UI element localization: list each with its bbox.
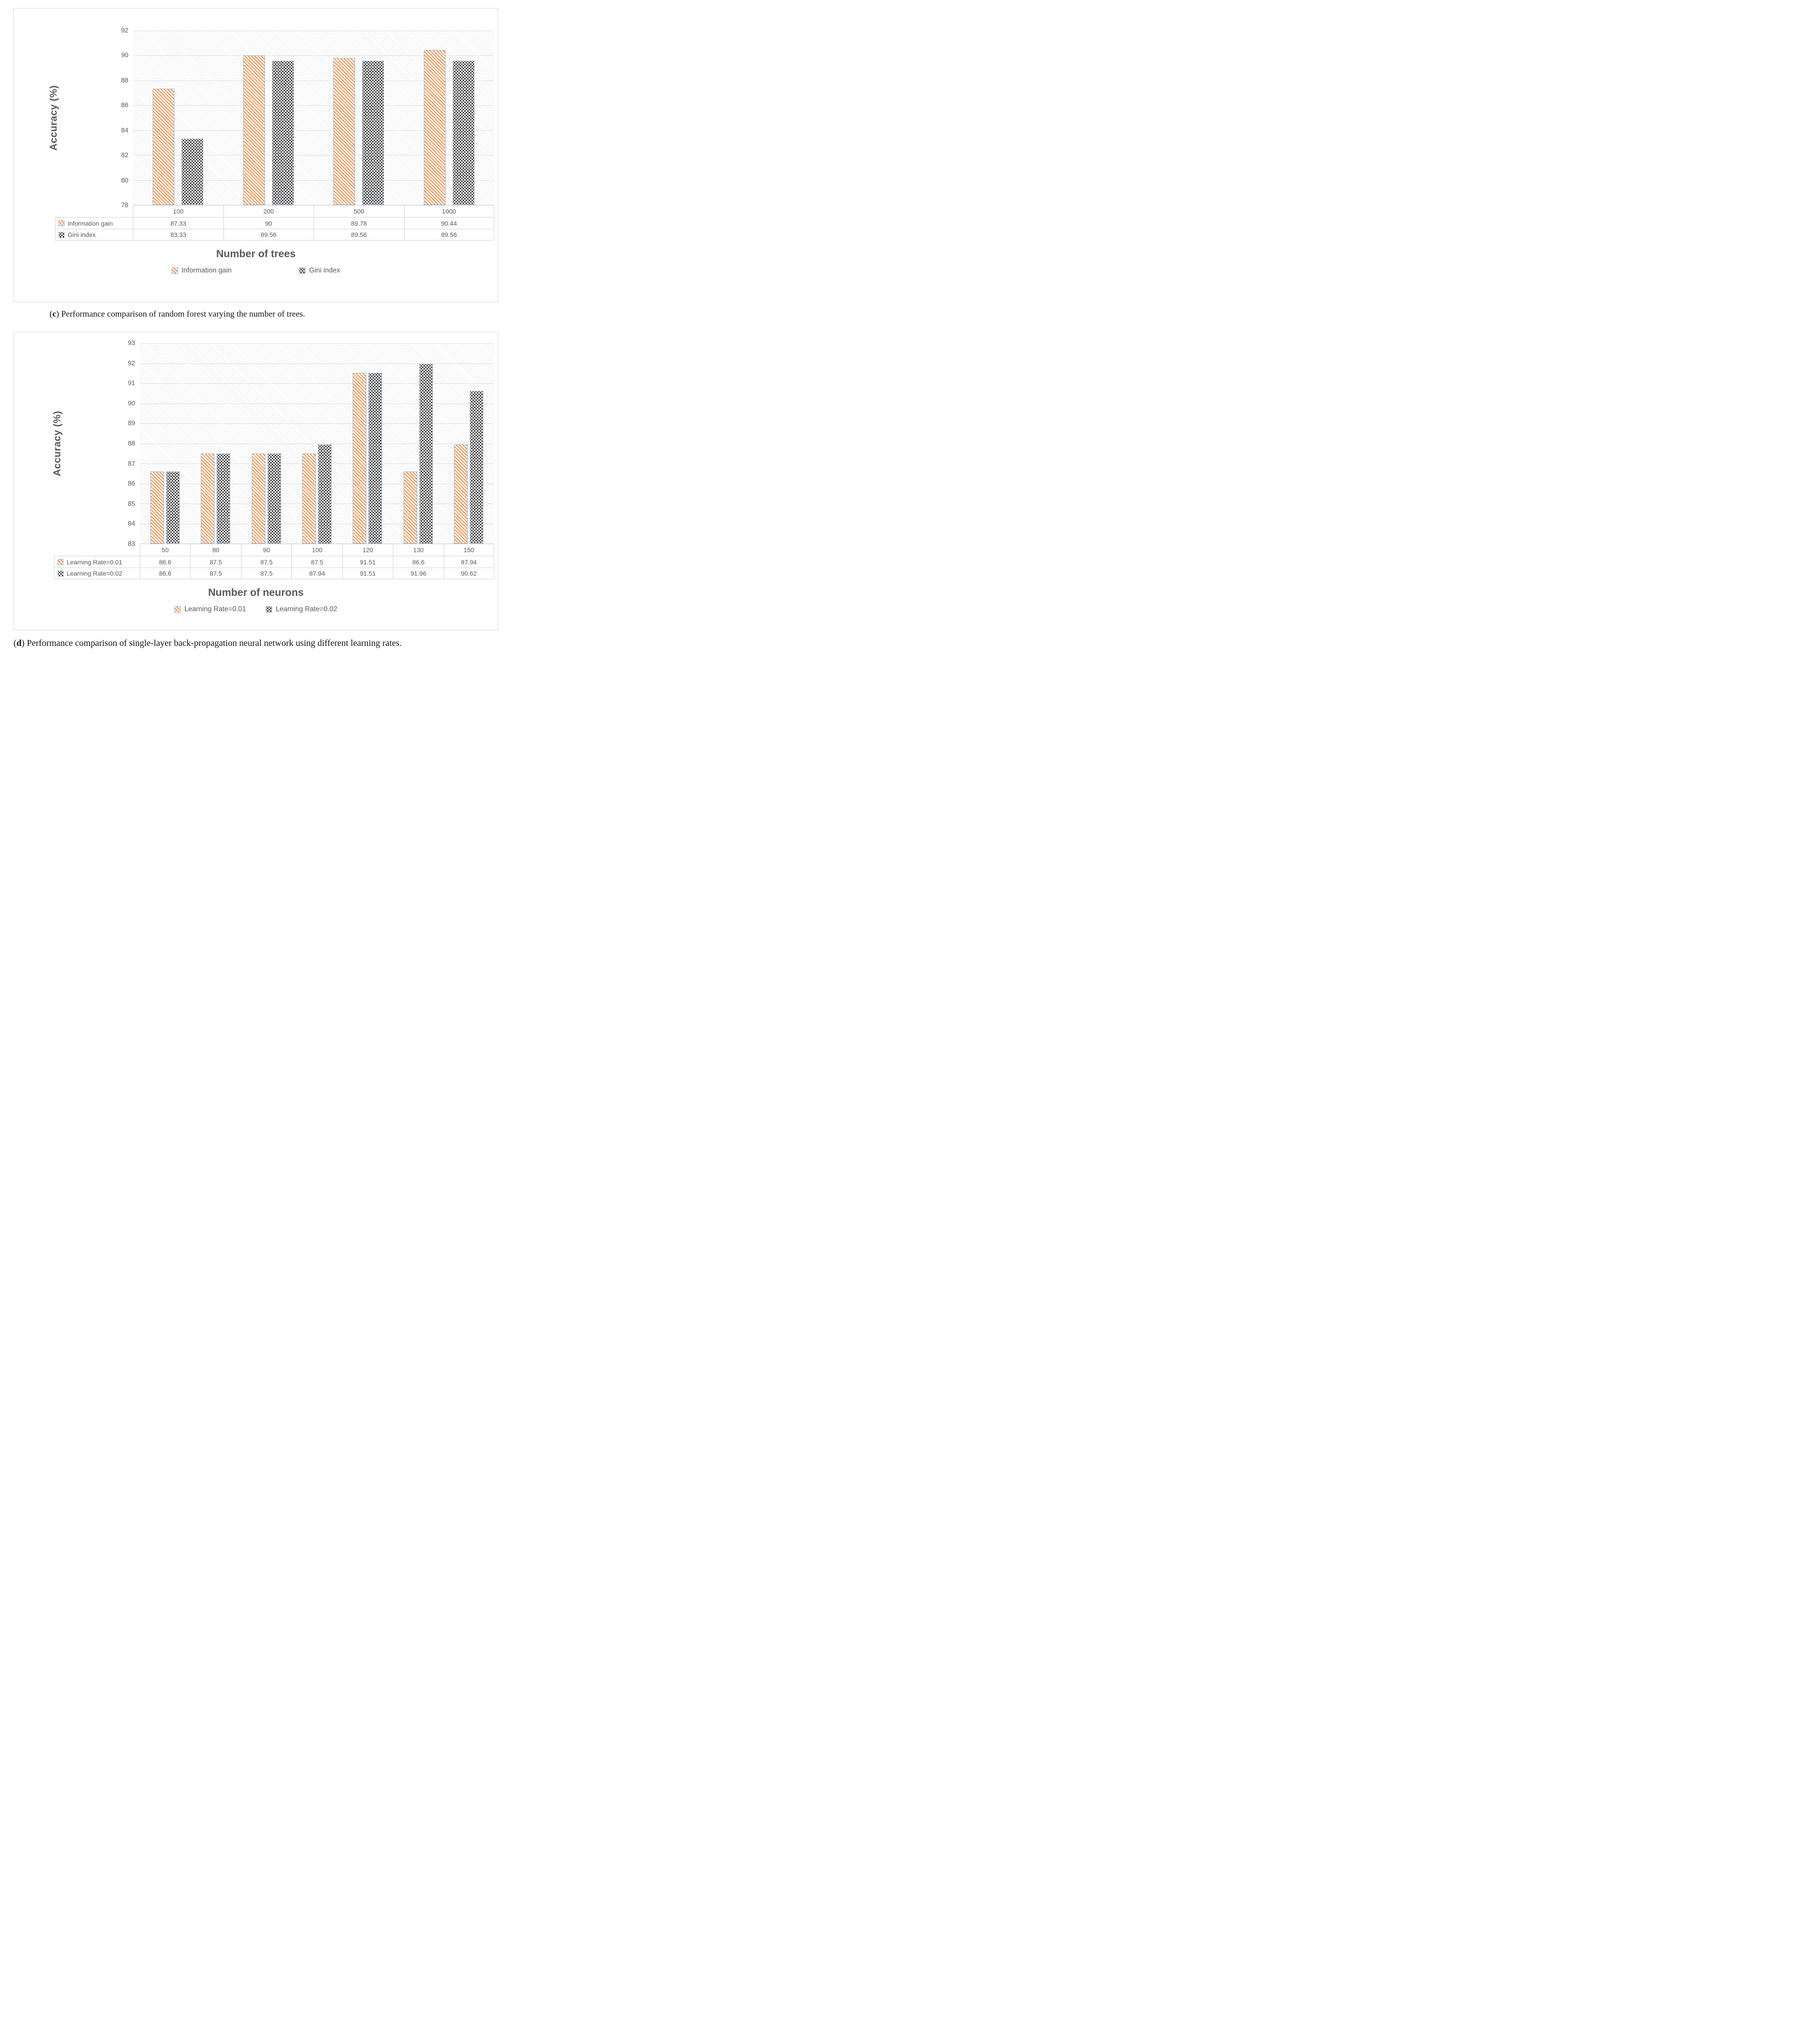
category-label: 1000 bbox=[404, 205, 495, 217]
y-tick-label: 84 bbox=[127, 520, 135, 528]
bar-group-1000 bbox=[404, 31, 495, 205]
y-tick-label: 80 bbox=[121, 177, 128, 184]
table-row bbox=[54, 556, 494, 568]
y-tick-label: 92 bbox=[127, 359, 135, 367]
series-name-label: Information gain bbox=[68, 219, 113, 227]
y-tick-label: 88 bbox=[127, 440, 135, 447]
y-tick-label: 90 bbox=[127, 400, 135, 407]
value-cell: 91.51 bbox=[342, 556, 393, 568]
x-axis-title: Number of trees bbox=[216, 248, 296, 259]
value-cell: 86.6 bbox=[140, 568, 190, 579]
value-cell: 90 bbox=[223, 217, 314, 229]
bar-information-gain-1000 bbox=[424, 50, 446, 205]
bar-group-500 bbox=[314, 31, 404, 205]
series-key-swatch bbox=[58, 559, 64, 565]
y-tick-label: 93 bbox=[127, 340, 135, 347]
legend-label: Learning Rate=0.01 bbox=[184, 605, 246, 613]
value-cell: 89.56 bbox=[314, 229, 404, 241]
category-label: 50 bbox=[140, 544, 190, 556]
bar-group-200 bbox=[223, 31, 314, 205]
chart-neural-network bbox=[14, 332, 498, 630]
series-key-cell bbox=[54, 568, 140, 579]
caption-c-label: c bbox=[52, 309, 56, 319]
legend-label: Learning Rate=0.02 bbox=[276, 605, 337, 613]
value-cell: 83.33 bbox=[133, 229, 223, 241]
value-cell: 89.56 bbox=[223, 229, 314, 241]
y-tick-label: 89 bbox=[127, 420, 135, 427]
series-values bbox=[140, 556, 494, 568]
caption-d: (d) Performance comparison of single-layer back-propagation neural network using different learning rates. bbox=[14, 638, 402, 648]
category-axis bbox=[133, 205, 494, 217]
y-tick-label: 85 bbox=[127, 500, 135, 508]
category-label: 500 bbox=[314, 205, 404, 217]
legend-item bbox=[174, 605, 246, 613]
series-key-swatch bbox=[59, 232, 64, 238]
bar-learning-rate-0-01-130 bbox=[404, 472, 417, 544]
series-values bbox=[140, 568, 494, 579]
bar-group-130 bbox=[393, 343, 443, 544]
x-axis-title: Number of neurons bbox=[208, 586, 304, 598]
y-tick-label: 91 bbox=[127, 380, 135, 387]
bar-information-gain-200 bbox=[243, 55, 265, 205]
bar-learning-rate-0-02-50 bbox=[166, 472, 180, 544]
series-key-cell bbox=[55, 217, 133, 229]
value-cell: 87.5 bbox=[291, 556, 342, 568]
y-tick-label: 87 bbox=[127, 460, 135, 468]
legend-item bbox=[172, 267, 232, 275]
value-cell: 86.6 bbox=[140, 556, 190, 568]
value-cell: 87.5 bbox=[190, 568, 241, 579]
y-axis-title: Accuracy (%) bbox=[51, 411, 63, 477]
bar-group-50 bbox=[140, 343, 190, 544]
value-cell: 87.33 bbox=[133, 217, 223, 229]
value-cell: 87.5 bbox=[241, 568, 291, 579]
y-tick-label: 86 bbox=[127, 480, 135, 488]
series-key-cell bbox=[54, 556, 140, 568]
series-name-label: Learning Rate=0.01 bbox=[67, 558, 123, 566]
plot-area bbox=[140, 343, 494, 544]
caption-c: (c) Performance comparison of random forest varying the number of trees. bbox=[50, 309, 305, 319]
series-values bbox=[133, 217, 494, 229]
bar-learning-rate-0-01-150 bbox=[454, 445, 468, 544]
category-label: 130 bbox=[393, 544, 443, 556]
value-cell: 87.5 bbox=[241, 556, 291, 568]
data-table bbox=[18, 556, 494, 579]
bar-group-90 bbox=[241, 343, 291, 544]
legend-label: Information gain bbox=[181, 267, 232, 274]
category-label: 80 bbox=[190, 544, 241, 556]
value-cell: 86.6 bbox=[393, 556, 443, 568]
y-tick-label: 88 bbox=[121, 77, 128, 84]
bar-gini-index-200 bbox=[272, 61, 294, 205]
table-row bbox=[54, 568, 494, 579]
value-cell: 87.94 bbox=[291, 568, 342, 579]
category-axis bbox=[140, 544, 494, 556]
bar-group-150 bbox=[444, 343, 494, 544]
bar-group-80 bbox=[190, 343, 241, 544]
bar-information-gain-500 bbox=[333, 58, 355, 205]
caption-d-text: Performance comparison of single-layer back-propagation neural network using different learning rates. bbox=[27, 638, 402, 648]
y-axis-title-column bbox=[18, 343, 96, 544]
bar-group-100 bbox=[133, 31, 223, 205]
legend-item bbox=[266, 605, 337, 613]
category-label: 120 bbox=[342, 544, 393, 556]
bar-learning-rate-0-02-100 bbox=[318, 445, 332, 544]
value-cell: 89.56 bbox=[404, 229, 495, 241]
category-label: 90 bbox=[241, 544, 291, 556]
series-key-cell bbox=[55, 229, 133, 241]
bar-gini-index-500 bbox=[362, 61, 384, 205]
bar-learning-rate-0-02-130 bbox=[419, 364, 433, 544]
bar-learning-rate-0-02-120 bbox=[369, 373, 382, 544]
legend-swatch bbox=[172, 268, 178, 274]
category-label: 150 bbox=[444, 544, 494, 556]
value-cell: 90.44 bbox=[404, 217, 495, 229]
chart-plot-row bbox=[18, 340, 494, 548]
bar-learning-rate-0-02-150 bbox=[470, 391, 483, 544]
bar-learning-rate-0-01-80 bbox=[201, 454, 214, 544]
caption-d-label: d bbox=[16, 638, 22, 648]
y-tick-label: 86 bbox=[121, 102, 128, 109]
value-cell: 87.94 bbox=[444, 556, 494, 568]
legend-swatch bbox=[174, 606, 181, 613]
bar-information-gain-100 bbox=[153, 89, 174, 205]
series-values bbox=[133, 229, 494, 241]
legend-swatch bbox=[266, 606, 272, 613]
y-tick-label: 78 bbox=[121, 202, 128, 209]
y-axis-ticks bbox=[90, 27, 133, 209]
series-key-swatch bbox=[59, 220, 64, 226]
y-tick-label: 90 bbox=[121, 52, 128, 59]
table-row bbox=[55, 217, 494, 229]
category-label: 200 bbox=[223, 205, 314, 217]
bar-group-100 bbox=[291, 343, 342, 544]
value-cell: 87.5 bbox=[190, 556, 241, 568]
data-table bbox=[18, 217, 494, 241]
y-axis-ticks bbox=[96, 340, 140, 548]
category-label: 100 bbox=[291, 544, 342, 556]
y-tick-label: 84 bbox=[121, 127, 128, 134]
chart-plot-row bbox=[18, 27, 494, 209]
chart-random-forest bbox=[14, 8, 498, 302]
bar-learning-rate-0-01-90 bbox=[252, 454, 265, 544]
legend bbox=[18, 605, 494, 613]
bar-gini-index-100 bbox=[182, 139, 203, 205]
bar-group-120 bbox=[342, 343, 393, 544]
value-cell: 91.96 bbox=[393, 568, 443, 579]
value-cell: 90.62 bbox=[444, 568, 494, 579]
legend-label: Gini index bbox=[309, 267, 341, 274]
bar-learning-rate-0-01-120 bbox=[353, 373, 366, 544]
legend-swatch bbox=[299, 268, 305, 274]
value-cell: 89.78 bbox=[314, 217, 404, 229]
y-tick-label: 83 bbox=[127, 540, 135, 548]
legend bbox=[18, 267, 494, 275]
bar-learning-rate-0-02-80 bbox=[217, 454, 230, 544]
bar-gini-index-1000 bbox=[453, 61, 474, 205]
bar-learning-rate-0-02-90 bbox=[268, 454, 281, 544]
y-tick-label: 92 bbox=[121, 27, 128, 34]
series-name-label: Gini index bbox=[68, 231, 96, 238]
y-axis-title-column bbox=[18, 31, 90, 205]
plot-area bbox=[133, 31, 494, 205]
series-name-label: Learning Rate=0.02 bbox=[67, 570, 123, 577]
value-cell: 91.51 bbox=[342, 568, 393, 579]
bar-learning-rate-0-01-50 bbox=[150, 472, 164, 544]
legend-item bbox=[299, 267, 340, 275]
caption-c-text: Performance comparison of random forest varying the number of trees. bbox=[61, 309, 305, 319]
bar-learning-rate-0-01-100 bbox=[302, 454, 316, 544]
table-row bbox=[55, 229, 494, 241]
series-key-swatch bbox=[58, 571, 64, 577]
y-tick-label: 82 bbox=[121, 152, 128, 159]
y-axis-title: Accuracy (%) bbox=[48, 85, 59, 151]
category-label: 100 bbox=[133, 205, 223, 217]
